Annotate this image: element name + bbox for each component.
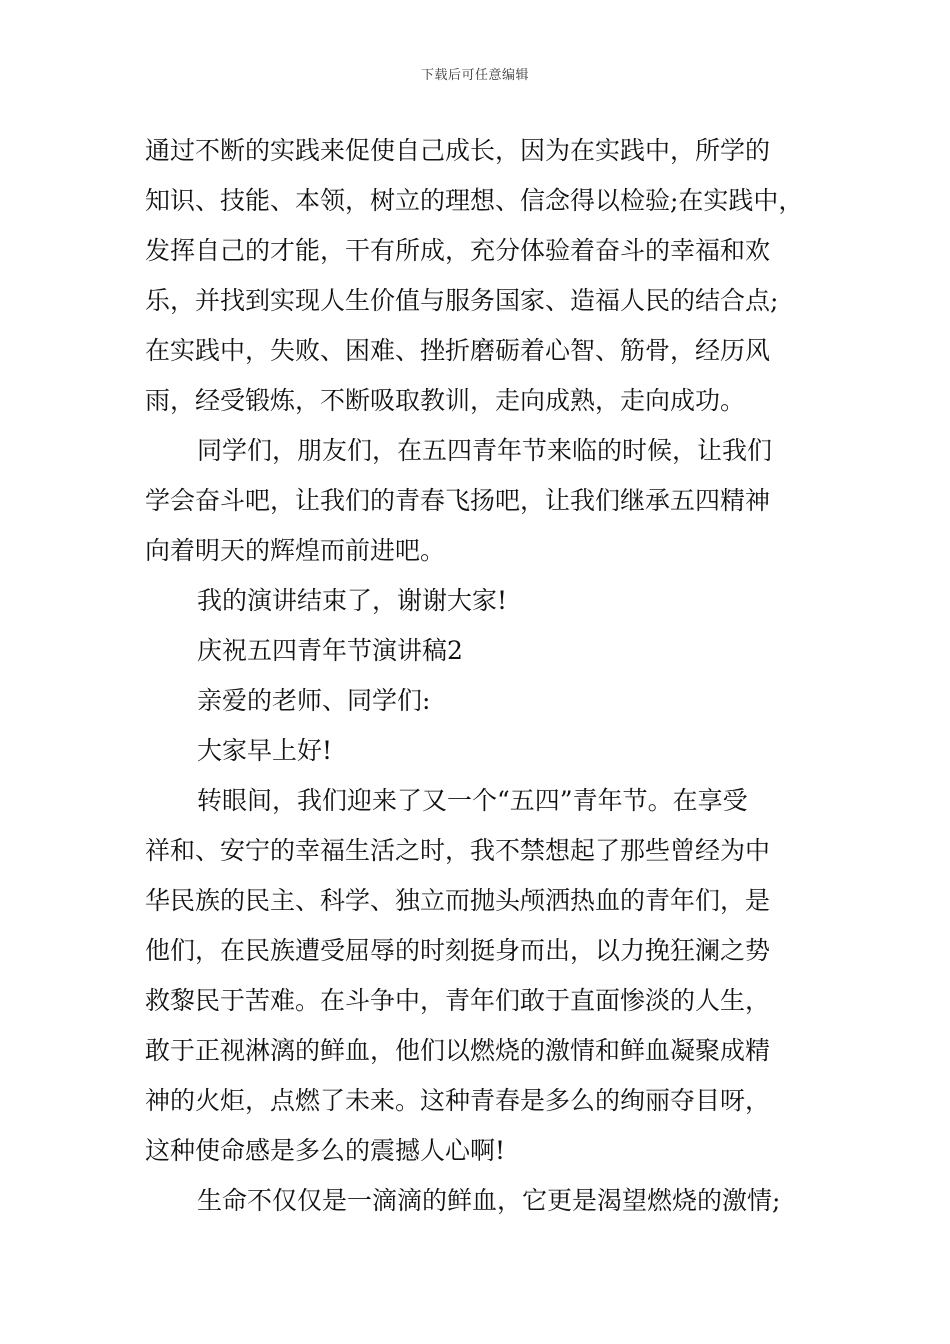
text-line: 敢于正视淋漓的鲜血，他们以燃烧的激情和鲜血凝聚成精	[145, 1036, 771, 1065]
page-header: 下载后可任意编辑	[420, 68, 529, 83]
text-line: 救黎民于苦难。在斗争中，青年们敢于直面惨淡的人生，	[145, 986, 771, 1015]
greeting: 大家早上好!	[197, 736, 333, 765]
section-title: 庆祝五四青年节演讲稿2	[197, 636, 463, 665]
document-body	[145, 126, 825, 1226]
text-line: 通过不断的实践来促使自己成长，因为在实践中，所学的	[145, 136, 771, 165]
text-line: 乐，并找到实现人生价值与服务国家、造福人民的结合点;	[145, 286, 779, 315]
paragraph-start: 我的演讲结束了，谢谢大家!	[197, 586, 508, 615]
text-line: 发挥自己的才能，干有所成，充分体验着奋斗的幸福和欢	[145, 236, 771, 265]
text-line: 在实践中，失败、困难、挫折磨砺着心智、筋骨，经历风	[145, 336, 771, 365]
text-line: 神的火炬，点燃了未来。这种青春是多么的绚丽夺目呀，	[145, 1086, 771, 1115]
text-line: 祥和、安宁的幸福生活之时，我不禁想起了那些曾经为中	[145, 836, 771, 865]
paragraph-start: 生命不仅仅是一滴滴的鲜血，它更是渴望燃烧的激情;	[197, 1186, 781, 1215]
text-line: 他们，在民族遭受屈辱的时刻挺身而出，以力挽狂澜之势	[145, 936, 771, 965]
text-line: 向着明天的辉煌而前进吧。	[145, 536, 446, 565]
text-line: 华民族的民主、科学、独立而抛头颅洒热血的青年们，是	[145, 886, 771, 915]
text-line: 这种使命感是多么的震撼人心啊!	[145, 1136, 506, 1165]
paragraph-start: 转眼间，我们迎来了又一个“五四”青年节。在享受	[197, 786, 748, 815]
text-line: 学会奋斗吧，让我们的青春飞扬吧，让我们继承五四精神	[145, 486, 771, 515]
salutation: 亲爱的老师、同学们:	[197, 686, 431, 715]
text-line: 知识、技能、本领，树立的理想、信念得以检验;在实践中，	[145, 186, 804, 215]
paragraph-start: 同学们，朋友们，在五四青年节来临的时候，让我们	[197, 436, 773, 465]
text-line: 雨，经受锻炼，不断吸取教训，走向成熟，走向成功。	[145, 386, 746, 415]
